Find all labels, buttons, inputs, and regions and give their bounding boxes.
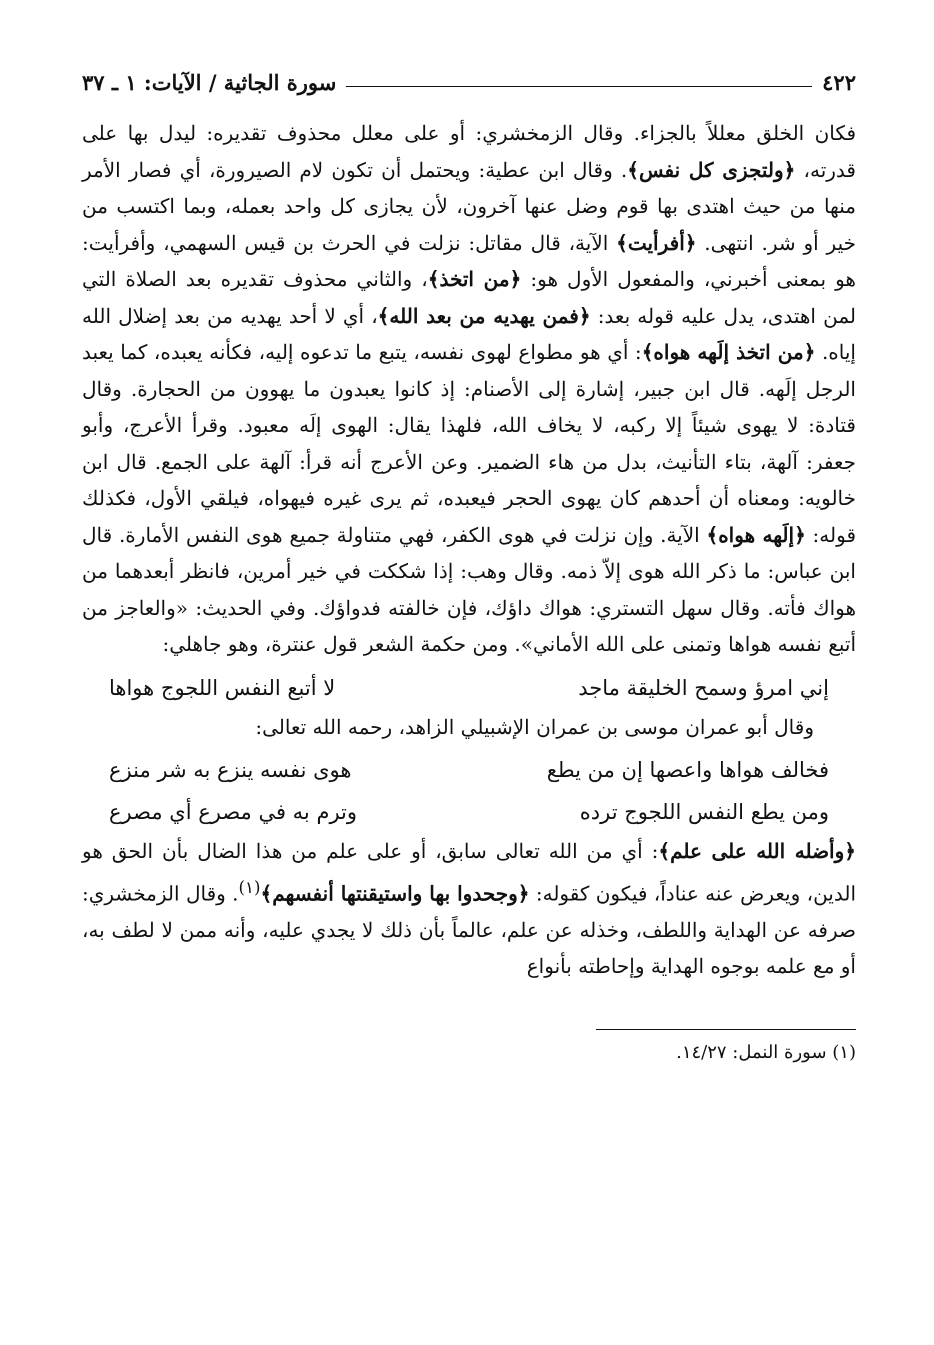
- page-header: [82, 72, 856, 93]
- verse-hemistich-first: فخالف هواها واعصها إن من يطع: [546, 758, 829, 782]
- text-run: الآية. وإن نزلت في هوى الكفر، فهي متناولة جميع هوى النفس الأمارة. قال ابن عباس: ما ذكر الله هوى إلاّ ذمه. وقال وهب: إذا شككت في خير أمرين، فانظر أبعدهما من هواك فأته. وقال سهل التستري: هواك داؤك، فإن خالفته فدواؤك. وفي الحديث: «والعاجز من أتبع نفسه هواها وتمنى على الله الأماني». ومن حكمة الشعر قول عنترة، وهو جاهلي:: [82, 522, 856, 656]
- text-run: الآية، قال مقاتل: نزلت في الحرث بن قيس السهمي، وأفرأيت: هو بمعنى أخبرني، والمفعول الأول هو:: [82, 230, 856, 291]
- quran-quote: ﴿وأضله الله على علم﴾: [658, 839, 856, 863]
- body-text: [82, 115, 856, 985]
- footnote-separator: [596, 1029, 856, 1030]
- verse-intro: وقال أبو عمران موسى بن عمران الإشبيلي الزاهد، رحمه الله تعالى:: [255, 714, 814, 739]
- poem-block-2: [109, 749, 829, 833]
- verse-line: [109, 791, 829, 833]
- quran-quote: ﴿فمن يهديه من بعد الله﴾: [377, 303, 591, 328]
- quran-quote: ﴿ولتجزى كل نفس﴾: [627, 157, 796, 182]
- header-rule: [346, 86, 812, 87]
- text-run: فكان الخلق معللاً بالجزاء. وقال الزمخشري: أو على معلل محذوف تقديره: ليدل بها على قدرته،: [82, 121, 856, 182]
- page-number: ٤٢٢: [822, 70, 856, 95]
- footnote: [82, 1042, 856, 1063]
- paragraph-2: [82, 833, 856, 985]
- quran-quote: ﴿من اتخذ إلَهه هواه﴾: [641, 340, 816, 364]
- verse-line: [109, 667, 829, 709]
- verse-hemistich-second: وترم به في مصرع أي مصرع: [109, 800, 358, 824]
- running-title: سورة الجاثية / الآيات: ١ ـ ٣٧: [82, 70, 337, 95]
- text-run: . وقال ابن عطية: ويحتمل أن تكون لام الصيرورة، أي فصار الأمر منها من حيث اهتدى بها قوم وضل عنها آخرون، لأن يجازى كل واحد بعمله، وبما اكتسب من خير أو شر. انتهى.: [82, 157, 856, 255]
- verse-hemistich-second: هوى نفسه ينزع به شر منزع: [109, 758, 352, 782]
- verse-hemistich-first: ومن يطع النفس اللجوج ترده: [579, 800, 829, 824]
- quran-quote: ﴿من اتخذ﴾: [427, 267, 522, 291]
- poem-block-1: [109, 667, 829, 709]
- verse-hemistich-first: إني امرؤ وسمح الخليقة ماجد: [578, 675, 829, 700]
- verse-hemistich-second: لا أتبع النفس اللجوج هواها: [109, 675, 336, 700]
- verse-line: [109, 749, 829, 791]
- text-run: ، أي لا أحد يهديه من بعد إضلال الله إياه.: [82, 303, 856, 364]
- text-run: : أي هو مطواع لهوى نفسه، يتبع ما تدعوه إليه، فكأنه يعبده، كما يعبد الرجل إلَهه. قال ابن جبير، إشارة إلى الأصنام: إذ كانوا يعبدون ما يهوون من الحجارة. وقال قتادة: لا يهوى شيئاً إلا ركبه، لا يخاف الله، فلهذا يقال: الهوى إلَه معبود. وقرأ الأعرج، وأبو جعفر: آلهة، بتاء التأنيث، بدل من هاء الضمير. وعن الأعرج أنه قرأ: آلهة على الجمع. قال ابن خالويه: ومعناه أن أحدهم كان يهوى الحجر فيعبده، ثم يرى غيره فيهواه، فيلقي الأول، فكذلك قوله:: [82, 340, 857, 547]
- footnote-reference: (١): [238, 877, 261, 897]
- quran-quote: ﴿إلَهه هواه﴾: [706, 522, 806, 547]
- quran-quote: ﴿وجحدوا بها واستيقنتها أنفسهم﴾: [260, 881, 530, 906]
- text-run: ، والثاني محذوف تقديره بعد الصلاة التي لمن اهتدى، يدل عليه قوله بعد:: [82, 267, 856, 328]
- paragraph-1: [82, 115, 856, 663]
- quran-quote: ﴿أفرأيت﴾: [616, 230, 697, 255]
- text-run: : أي من الله تعالى سابق، أو على علم من هذا الضال بأن الحق هو الدين، ويعرض عنه عناداً، فيكون كقوله:: [82, 839, 857, 906]
- footnote-marker: (١): [832, 1041, 856, 1063]
- text-run: . وقال الزمخشري: صرفه عن الهداية واللطف، وخذله عن علم، عالماً بأن ذلك لا يجدي عليه، وأنه ممن لا لطف به، أو مع علمه بوجوه الهداية وإحاطته بأنواع: [82, 881, 856, 979]
- footnote-text: سورة النمل: ١٤/٢٧.: [676, 1041, 827, 1063]
